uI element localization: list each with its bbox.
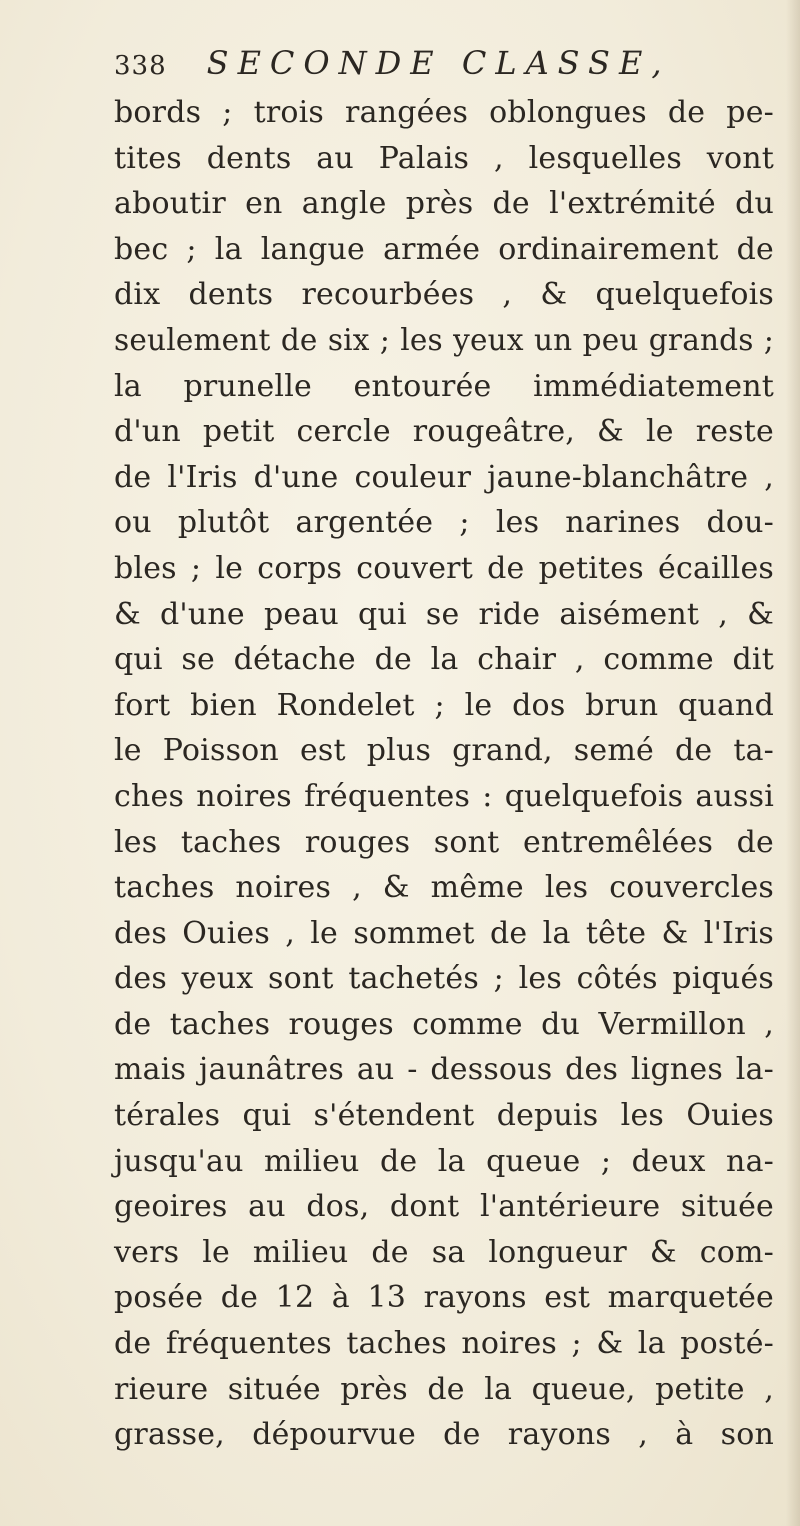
text-line: de l'Iris d'une couleur jaune-blanchâtre , — [114, 459, 774, 495]
text-line: bec ; la langue armée ordinairement de — [114, 231, 774, 267]
page-number: 338 — [114, 51, 167, 81]
text-line: tites dents au Palais , lesquelles vont — [114, 140, 774, 176]
text-line: ou plutôt argentée ; les narines dou- — [114, 505, 774, 541]
text-line: bords ; trois rangées oblongues de pe- — [114, 95, 774, 130]
page-header — [114, 44, 734, 94]
text-line: térales qui s'étendent depuis les Ouies — [114, 1098, 774, 1134]
text-line: de fréquentes taches noires ; & la posté- — [114, 1326, 774, 1362]
text-line: mais jaunâtres au - dessous des lignes la- — [114, 1052, 774, 1088]
text-line: grasse, dépourvue de rayons , à son — [114, 1417, 774, 1453]
text-line: fort bien Rondelet ; le dos brun quand — [114, 687, 774, 723]
text-line: rieure située près de la queue, petite , — [114, 1371, 774, 1407]
text-line: des yeux sont tachetés ; les côtés piqués — [114, 961, 774, 997]
page-edge-shadow — [786, 0, 800, 1526]
text-line: bles ; le corps couvert de petites écailles — [114, 550, 774, 586]
text-line: ches noires fréquentes : quelquefois aussi — [114, 778, 774, 814]
text-line: seulement de six ; les yeux un peu grands ; — [114, 322, 774, 357]
text-line: dix dents recourbées , & quelquefois — [114, 277, 774, 313]
text-line: aboutir en angle près de l'extrémité du — [114, 186, 774, 222]
text-line: qui se détache de la chair , comme dit — [114, 642, 774, 678]
running-head: SECONDE CLASSE, — [206, 44, 671, 82]
text-line: posée de 12 à 13 rayons est marquetée — [114, 1280, 774, 1316]
body-text — [114, 90, 774, 1458]
text-line: & d'une peau qui se ride aisément , & — [114, 596, 774, 632]
text-line: la prunelle entourée immédiatement — [114, 368, 774, 404]
text-line: de taches rouges comme du Vermillon , — [114, 1006, 774, 1042]
text-line: des Ouies , le sommet de la tête & l'Iris — [114, 915, 774, 951]
text-line: taches noires , & même les couvercles — [114, 870, 774, 906]
text-line: les taches rouges sont entremêlées de — [114, 824, 774, 860]
text-line: vers le milieu de sa longueur & com- — [114, 1234, 774, 1270]
text-line: jusqu'au milieu de la queue ; deux na- — [114, 1143, 774, 1179]
text-line: le Poisson est plus grand, semé de ta- — [114, 733, 774, 769]
text-line: d'un petit cercle rougeâtre, & le reste — [114, 414, 774, 450]
text-line: geoires au dos, dont l'antérieure située — [114, 1189, 774, 1225]
